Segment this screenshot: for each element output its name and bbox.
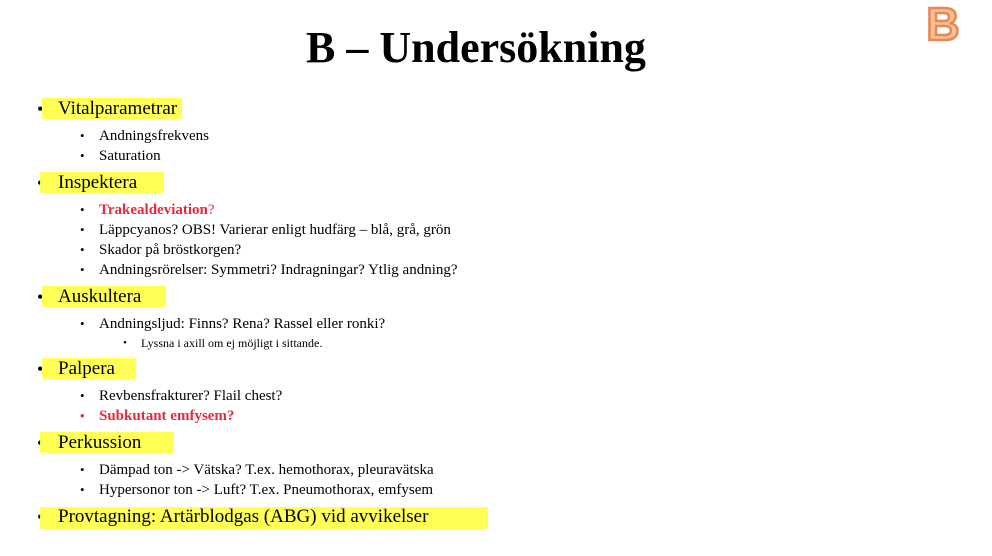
section-label: Inspektera [58,172,138,193]
sub-list [0,200,992,280]
section-palpera [0,352,992,426]
list-item: • Saturation [0,146,992,166]
list-item: • Andningsfrekvens [0,126,992,146]
section-vitalparametrar [0,92,992,166]
section-provtagning [0,500,992,534]
list-item: • Trakealdeviation? [0,200,992,220]
section-label: Auskultera [58,286,142,307]
section-perkussion [0,426,992,500]
list-item [0,406,992,426]
list-item: • Andningsljud: Finns? Rena? Rassel eller ronki? [0,314,992,334]
list-item: • Revbensfrakturer? Flail chest? [0,386,992,406]
sub-list [0,460,992,500]
section-label: Palpera [58,358,115,379]
section-label: Perkussion [58,432,142,453]
list-item: • Dämpad ton -> Vätska? T.ex. hemothorax, pleuravätska [0,460,992,480]
list-item: • Lyssna i axill om ej möjligt i sittande. [0,334,992,352]
sub-list [0,126,992,166]
section-auskultera [0,280,992,352]
section-inspektera [0,166,992,280]
sub-sub-list [0,334,992,352]
slide-title: B – Undersökning [306,23,646,72]
sub-list [0,386,992,426]
list-item: • Läppcyanos? OBS! Varierar enligt hudfärg – blå, grå, grön [0,220,992,240]
b-badge-icon: B [926,0,960,50]
section-label: Provtagning: Artärblodgas (ABG) vid avvikelser [58,506,429,527]
emphasis-text: • Subkutant emfysem? [0,406,992,426]
emphasis-text: Trakealdeviation [99,202,208,218]
list-item: • Andningsrörelser: Symmetri? Indragningar? Ytlig andning? [0,260,992,280]
section-label: Vitalparametrar [58,98,178,119]
list-item: • Hypersonor ton -> Luft? T.ex. Pneumothorax, emfysem [0,480,992,500]
sub-list [0,314,992,334]
bullet-list [0,92,992,534]
list-item: • Skador på bröstkorgen? [0,240,992,260]
